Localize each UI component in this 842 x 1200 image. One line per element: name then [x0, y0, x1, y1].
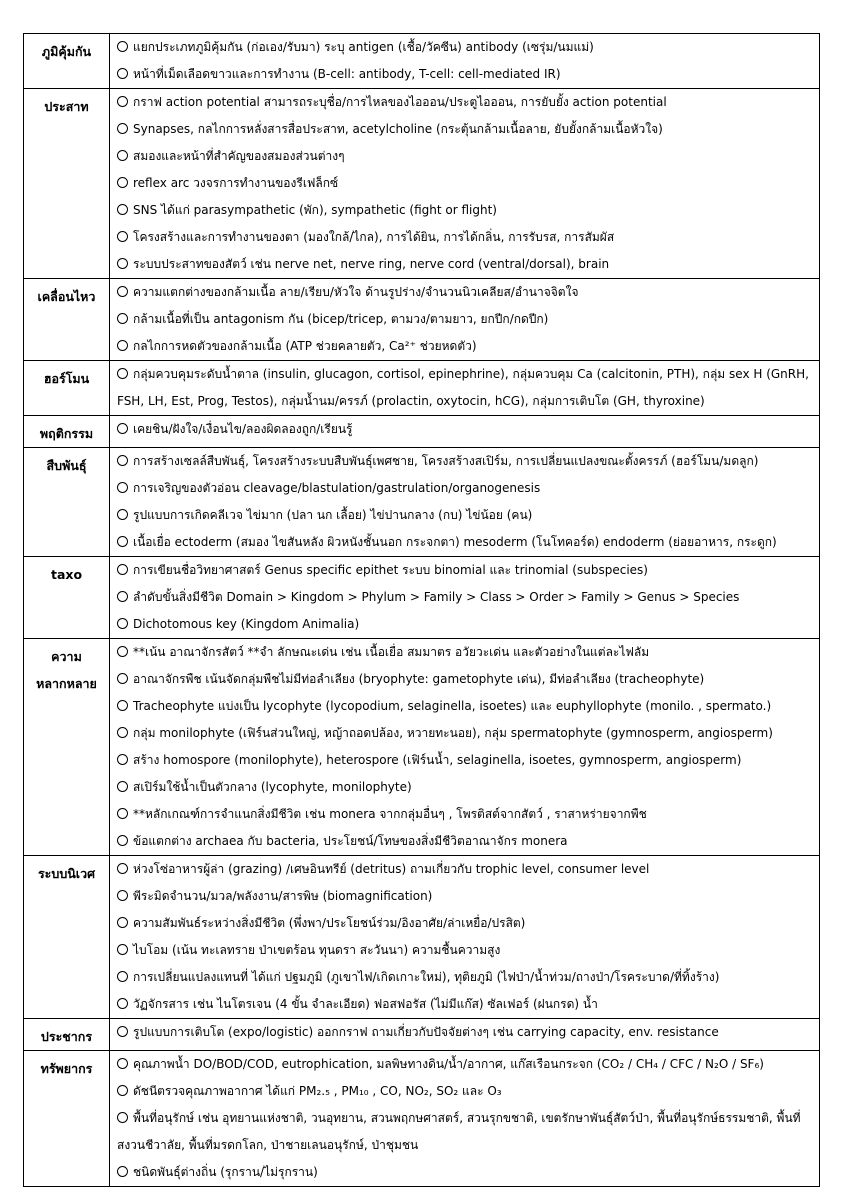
item-text: Tracheophyte แบ่งเป็น lycophyte (lycopodium, selaginella, isoetes) และ euphyllophyte (monilo. , spermato.)	[133, 699, 772, 713]
circle-bullet-icon	[117, 700, 128, 711]
list-item	[117, 1105, 819, 1159]
item-text: การเขียนชื่อวิทยาศาสตร์ Genus specific epithet ระบบ binomial และ trinomial (subspecies)	[133, 563, 648, 577]
table-row	[24, 856, 820, 1019]
circle-bullet-icon	[117, 286, 128, 297]
list-item	[117, 611, 819, 638]
circle-bullet-icon	[117, 727, 128, 738]
circle-bullet-icon	[117, 944, 128, 955]
table-row	[24, 361, 820, 416]
syllabus-table-body	[24, 34, 820, 1187]
circle-bullet-icon	[117, 1085, 128, 1096]
circle-bullet-icon	[117, 591, 128, 602]
syllabus-table	[23, 33, 820, 1187]
circle-bullet-icon	[117, 1058, 128, 1069]
list-item	[117, 475, 819, 502]
topic-cell	[24, 639, 110, 856]
item-text: ความสัมพันธ์ระหว่างสิ่งมีชีวิต (พึ่งพา/ประโยชน์ร่วม/อิงอาศัย/ล่าเหยื่อ/ปรสิต)	[133, 916, 526, 930]
item-text: **หลักเกณฑ์การจำแนกสิ่งมีชีวิต เช่น monera จากกลุ่มอื่นๆ , โพรติสต์จากสัตว์ , ราสาหร่ายจากพืช	[133, 807, 647, 821]
table-row	[24, 639, 820, 856]
items-cell	[110, 1051, 820, 1187]
list-item	[117, 1159, 819, 1186]
item-text: ห่วงโซ่อาหารผู้ล่า (grazing) /เศษอินทรีย์ (detritus) ถามเกี่ยวกับ trophic level, consumer level	[133, 862, 650, 876]
list-item	[117, 224, 819, 251]
item-text: สเปิร์มใช้น้ำเป็นตัวกลาง (lycophyte, monilophyte)	[133, 780, 412, 794]
item-text: Synapses, กลไกการหลั่งสารสื่อประสาท, acetylcholine (กระตุ้นกล้ามเนื้อลาย, ยับยั้งกล้ามเนื้อหัวใจ)	[133, 122, 663, 136]
topic-label: ประสาท	[44, 99, 89, 114]
list-item	[117, 747, 819, 774]
item-text: กลุ่มควบคุมระดับน้ำตาล (insulin, glucagon, cortisol, epinephrine), กลุ่มควบคุม Ca (calcitonin, PTH), กลุ่ม sex H (GnRH, FSH, LH, Est, Prog, Testos), กลุ่มน้ำนม/ครรภ์ (prolactin, oxytocin, hCG), กลุ่มการเติบโต (GH, thyroxine)	[117, 367, 809, 408]
item-text: การเปลี่ยนแปลงแทนที่ ได้แก่ ปฐมภูมิ (ภูเขาไฟ/เกิดเกาะใหม่), ทุติยภูมิ (ไฟป่า/น้ำท่วม/ถางป่า/โรคระบาด/ที่ทิ้งร้าง)	[133, 970, 720, 984]
list-item	[117, 1078, 819, 1105]
item-text: การเจริญของตัวอ่อน cleavage/blastulation/gastrulation/organogenesis	[133, 481, 541, 495]
items-cell	[110, 856, 820, 1019]
list-item	[117, 197, 819, 224]
list-item	[117, 639, 819, 666]
item-text: SNS ได้แก่ parasympathetic (พัก), sympathetic (fight or flight)	[133, 203, 497, 217]
item-text: หน้าที่เม็ดเลือดขาวและการทำงาน (B-cell: antibody, T-cell: cell-mediated IR)	[133, 67, 561, 81]
topic-cell	[24, 856, 110, 1019]
circle-bullet-icon	[117, 781, 128, 792]
circle-bullet-icon	[117, 863, 128, 874]
item-text: ลำดับขั้นสิ่งมีชีวิต Domain > Kingdom > Phylum > Family > Class > Order > Family > Genus > Species	[133, 590, 740, 604]
list-item	[117, 279, 819, 306]
list-item	[117, 61, 819, 88]
circle-bullet-icon	[117, 1112, 128, 1123]
item-text: วัฏจักรสาร เช่น ไนโตรเจน (4 ขั้น จำละเอียด) ฟอสฟอรัส (ไม่มีแก๊ส) ซัลเฟอร์ (ฝนกรด) น้ำ	[133, 997, 598, 1011]
table-row	[24, 1051, 820, 1187]
circle-bullet-icon	[117, 754, 128, 765]
list-item	[117, 170, 819, 197]
item-text: ดัชนีตรวจคุณภาพอากาศ ได้แก่ PM₂.₅ , PM₁₀ , CO, NO₂, SO₂ และ O₃	[133, 1084, 502, 1098]
item-text: แยกประเภทภูมิคุ้มกัน (ก่อเอง/รับมา) ระบุ antigen (เชื้อ/วัคซีน) antibody (เซรุ่ม/นมแม่)	[133, 40, 594, 54]
items-cell	[110, 448, 820, 557]
circle-bullet-icon	[117, 41, 128, 52]
circle-bullet-icon	[117, 258, 128, 269]
list-item	[117, 937, 819, 964]
items-cell	[110, 34, 820, 89]
circle-bullet-icon	[117, 536, 128, 547]
list-item	[117, 910, 819, 937]
list-item	[117, 251, 819, 278]
topic-label: พฤติกรรม	[39, 426, 94, 441]
items-cell	[110, 279, 820, 361]
topic-label: เคลื่อนไหว	[37, 289, 96, 304]
circle-bullet-icon	[117, 204, 128, 215]
topic-label: ความ	[51, 649, 82, 664]
circle-bullet-icon	[117, 998, 128, 1009]
item-text: โครงสร้างและการทำงานของตา (มองใกล้/ไกล), การได้ยิน, การได้กลิ่น, การรับรส, การสัมผัส	[133, 230, 615, 244]
item-text: กราฟ action potential สามารถระบุชื่อ/การไหลของไอออน/ประตูไอออน, การยับยั้ง action potential	[133, 95, 667, 109]
circle-bullet-icon	[117, 646, 128, 657]
items-cell	[110, 557, 820, 639]
circle-bullet-icon	[117, 482, 128, 493]
topic-label: สืบพันธุ์	[46, 458, 87, 473]
topic-label: ระบบนิเวศ	[37, 866, 96, 881]
circle-bullet-icon	[117, 177, 128, 188]
list-item	[117, 529, 819, 556]
circle-bullet-icon	[117, 423, 128, 434]
table-row	[24, 448, 820, 557]
list-item	[117, 143, 819, 170]
circle-bullet-icon	[117, 150, 128, 161]
table-row	[24, 557, 820, 639]
topic-label: ฮอร์โมน	[43, 371, 90, 386]
items-cell	[110, 89, 820, 279]
list-item	[117, 991, 819, 1018]
item-text: ชนิดพันธุ์ต่างถิ่น (รุกราน/ไม่รุกราน)	[133, 1165, 318, 1179]
circle-bullet-icon	[117, 231, 128, 242]
table-row	[24, 416, 820, 448]
item-text: ข้อแตกต่าง archaea กับ bacteria, ประโยชน์/โทษของสิ่งมีชีวิตอาณาจักร monera	[133, 834, 568, 848]
item-text: การสร้างเซลล์สืบพันธุ์, โครงสร้างระบบสืบพันธุ์เพศชาย, โครงสร้างสเปิร์ม, การเปลี่ยนแปลงขณะตั้งครรภ์ (ฮอร์โมน/มดลูก)	[133, 454, 759, 468]
circle-bullet-icon	[117, 455, 128, 466]
list-item	[117, 883, 819, 910]
item-text: **เน้น อาณาจักรสัตว์ **จำ ลักษณะเด่น เช่น เนื้อเยื่อ สมมาตร อวัยวะเด่น และตัวอย่างในแต่ละไฟลัม	[133, 645, 650, 659]
circle-bullet-icon	[117, 808, 128, 819]
list-item	[117, 964, 819, 991]
list-item	[117, 666, 819, 693]
item-text: เคยชิน/ฝังใจ/เงื่อนไข/ลองผิดลองถูก/เรียนรู้	[133, 422, 353, 436]
list-item	[117, 584, 819, 611]
topic-cell	[24, 34, 110, 89]
topic-label: หลากหลาย	[36, 676, 97, 691]
items-cell	[110, 639, 820, 856]
topic-cell	[24, 448, 110, 557]
circle-bullet-icon	[117, 68, 128, 79]
circle-bullet-icon	[117, 618, 128, 629]
table-row	[24, 89, 820, 279]
list-item	[117, 557, 819, 584]
item-text: กล้ามเนื้อที่เป็น antagonism กัน (bicep/tricep, ตามวง/ตามยาว, ยกปีก/กดปีก)	[133, 312, 549, 326]
table-row	[24, 34, 820, 89]
item-text: reflex arc วงจรการทำงานของรีเฟล็กซ์	[133, 176, 339, 190]
circle-bullet-icon	[117, 509, 128, 520]
circle-bullet-icon	[117, 123, 128, 134]
topic-label: ประชากร	[40, 1029, 93, 1044]
item-text: Dichotomous key (Kingdom Animalia)	[133, 617, 360, 631]
list-item	[117, 502, 819, 529]
items-cell	[110, 1019, 820, 1051]
item-text: กลุ่ม monilophyte (เฟิร์นส่วนใหญ่, หญ้าถอดปล้อง, หวายทะนอย), กลุ่ม spermatophyte (gymnosperm, angiosperm)	[133, 726, 773, 740]
topic-cell	[24, 361, 110, 416]
list-item	[117, 856, 819, 883]
item-text: พื้นที่อนุรักษ์ เช่น อุทยานแห่งชาติ, วนอุทยาน, สวนพฤกษศาสตร์, สวนรุกขชาติ, เขตรักษาพันธุ์สัตว์ป่า, พื้นที่อนุรักษ์ธรรมชาติ, พื้นที่สงวนชีวาลัย, พื้นที่มรดกโลก, ป่าชายเลนอนุรักษ์, ป่าชุมชน	[117, 1111, 801, 1152]
item-text: พีระมิดจำนวน/มวล/พลังงาน/สารพิษ (biomagnification)	[133, 889, 433, 903]
table-row	[24, 279, 820, 361]
topic-cell	[24, 416, 110, 448]
circle-bullet-icon	[117, 313, 128, 324]
topic-cell	[24, 279, 110, 361]
item-text: รูปแบบการเกิดคลีเวจ ไข่มาก (ปลา นก เลื้อย) ไข่ปานกลาง (กบ) ไข่น้อย (คน)	[133, 508, 533, 522]
list-item	[117, 361, 819, 415]
list-item	[117, 306, 819, 333]
topic-label: ทรัพยากร	[40, 1061, 93, 1076]
circle-bullet-icon	[117, 368, 128, 379]
circle-bullet-icon	[117, 1026, 128, 1037]
circle-bullet-icon	[117, 917, 128, 928]
circle-bullet-icon	[117, 340, 128, 351]
circle-bullet-icon	[117, 673, 128, 684]
items-cell	[110, 416, 820, 448]
list-item	[117, 448, 819, 475]
topic-cell	[24, 557, 110, 639]
item-text: สร้าง homospore (monilophyte), heterospore (เฟิร์นน้ำ, selaginella, isoetes, gymnosperm, angiosperm)	[133, 753, 742, 767]
list-item	[117, 1051, 819, 1078]
list-item	[117, 416, 819, 443]
item-text: อาณาจักรพืช เน้นจัดกลุ่มพืชไม่มีท่อลำเลียง (bryophyte: gametophyte เด่น), มีท่อลำเลียง (tracheophyte)	[133, 672, 705, 686]
topic-label: taxo	[50, 567, 83, 582]
list-item	[117, 116, 819, 143]
item-text: กลไกการหดตัวของกล้ามเนื้อ (ATP ช่วยคลายตัว, Ca²⁺ ช่วยหดตัว)	[133, 339, 477, 353]
topic-cell	[24, 1051, 110, 1187]
circle-bullet-icon	[117, 890, 128, 901]
list-item	[117, 34, 819, 61]
item-text: คุณภาพน้ำ DO/BOD/COD, eutrophication, มลพิษทางดิน/น้ำ/อากาศ, แก๊สเรือนกระจก (CO₂ / CH₄ / CFC / N₂O / SF₆)	[133, 1057, 764, 1071]
topic-cell	[24, 89, 110, 279]
items-cell	[110, 361, 820, 416]
item-text: สมองและหน้าที่สำคัญของสมองส่วนต่างๆ	[133, 149, 345, 163]
topic-label: ภูมิคุ้มกัน	[41, 44, 92, 59]
list-item	[117, 89, 819, 116]
list-item	[117, 333, 819, 360]
circle-bullet-icon	[117, 835, 128, 846]
list-item	[117, 774, 819, 801]
list-item	[117, 801, 819, 828]
item-text: เนื้อเยื่อ ectoderm (สมอง ไขสันหลัง ผิวหนังชั้นนอก กระจกตา) mesoderm (โนโทคอร์ด) endoderm (ย่อยอาหาร, กระดูก)	[133, 535, 777, 549]
list-item	[117, 720, 819, 747]
list-item	[117, 1019, 819, 1046]
item-text: ไบโอม (เน้น ทะเลทราย ป่าเขตร้อน ทุนดรา สะวันนา) ความชื้นความสูง	[133, 943, 501, 957]
circle-bullet-icon	[117, 971, 128, 982]
circle-bullet-icon	[117, 564, 128, 575]
item-text: รูปแบบการเติบโต (expo/logistic) ออกกราฟ ถามเกี่ยวกับปัจจัยต่างๆ เช่น carrying capacity, env. resistance	[133, 1025, 719, 1039]
circle-bullet-icon	[117, 96, 128, 107]
list-item	[117, 828, 819, 855]
circle-bullet-icon	[117, 1166, 128, 1177]
table-row	[24, 1019, 820, 1051]
item-text: ความแตกต่างของกล้ามเนื้อ ลาย/เรียบ/หัวใจ ด้านรูปร่าง/จำนวนนิวเคลียส/อำนาจจิตใจ	[133, 285, 579, 299]
item-text: ระบบประสาทของสัตว์ เช่น nerve net, nerve ring, nerve cord (ventral/dorsal), brain	[133, 257, 610, 271]
topic-cell	[24, 1019, 110, 1051]
list-item	[117, 693, 819, 720]
